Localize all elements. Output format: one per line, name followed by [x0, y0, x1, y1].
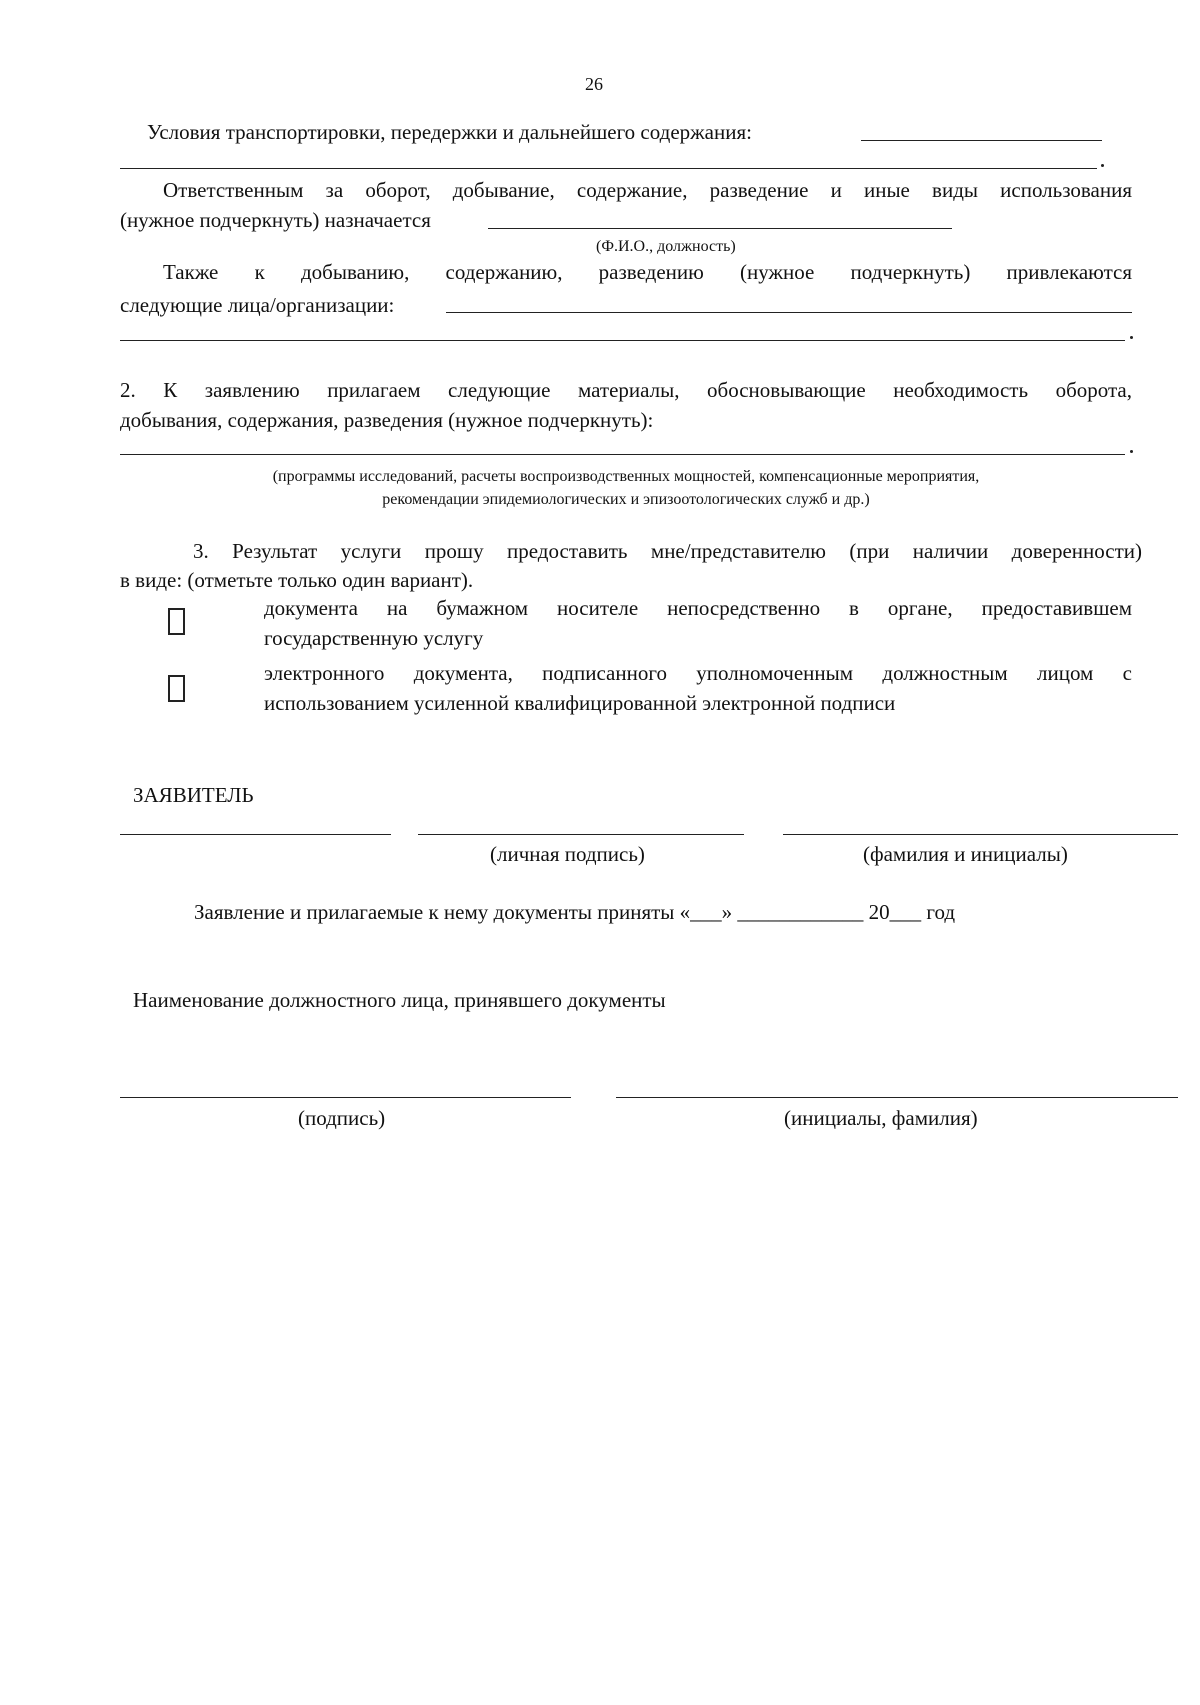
involved-line1: Также к добыванию, содержанию, разведению (нужное подчеркнуть) привлекаются	[163, 260, 1132, 284]
result-line1: 3. Результат услуги прошу предоставить мне/представителю (при наличии доверенности)	[193, 539, 1142, 563]
materials-line2: добывания, содержания, разведения (нужное подчеркнуть):	[120, 408, 654, 432]
official-name-caption: (инициалы, фамилия)	[784, 1106, 978, 1130]
involved-field-line-2[interactable]	[120, 340, 1125, 341]
official-signature-caption: (подпись)	[298, 1106, 386, 1130]
official-name-line[interactable]	[616, 1097, 1178, 1098]
responsible-line2: (нужное подчеркнуть) назначается	[120, 208, 431, 232]
transport-field-line[interactable]	[861, 140, 1102, 141]
official-signature-line[interactable]	[120, 1097, 571, 1098]
period	[1101, 164, 1104, 167]
option-paper-line1: документа на бумажном носителе непосредственно в органе, предоставившем	[264, 596, 1132, 620]
transport-field-line-2[interactable]	[120, 168, 1097, 169]
period	[1130, 336, 1133, 339]
page-number: 26	[585, 74, 603, 94]
responsible-line1: Ответственным за оборот, добывание, содержание, разведение и иные виды использования	[163, 178, 1132, 202]
materials-caption1: (программы исследований, расчеты воспроизводственных мощностей, компенсационные мероприятия,	[272, 468, 980, 485]
applicant-signature-line[interactable]	[418, 834, 744, 835]
official-label: Наименование должностного лица, принявшего документы	[133, 988, 666, 1012]
applicant-name-caption: (фамилия и инициалы)	[863, 842, 1068, 866]
responsible-caption: (Ф.И.О., должность)	[596, 238, 736, 255]
period	[1130, 450, 1133, 453]
accepted-date-text: Заявление и прилагаемые к нему документы приняты «___» ____________ 20___ год	[194, 900, 956, 924]
option-electronic-line2: использованием усиленной квалифицированной электронной подписи	[264, 691, 896, 715]
applicant-extra-line[interactable]	[120, 834, 391, 835]
materials-field-line[interactable]	[120, 454, 1125, 455]
option-paper-checkbox[interactable]	[168, 608, 185, 635]
involved-line2: следующие лица/организации:	[120, 293, 395, 317]
responsible-field-line[interactable]	[488, 228, 952, 229]
option-paper-line2: государственную услугу	[264, 626, 484, 650]
result-line2: в виде: (отметьте только один вариант).	[120, 568, 474, 592]
materials-caption2: рекомендации эпидемиологических и эпизоотологических служб и др.)	[382, 491, 870, 508]
transport-label: Условия транспортировки, передержки и дальнейшего содержания:	[147, 120, 752, 144]
applicant-signature-caption: (личная подпись)	[490, 842, 645, 866]
applicant-name-line[interactable]	[783, 834, 1178, 835]
applicant-heading: ЗАЯВИТЕЛЬ	[133, 783, 254, 807]
involved-field-line[interactable]	[446, 312, 1132, 313]
option-electronic-line1: электронного документа, подписанного уполномоченным должностным лицом с	[264, 661, 1132, 685]
option-electronic-checkbox[interactable]	[168, 675, 185, 702]
materials-line1: 2. К заявлению прилагаем следующие материалы, обосновывающие необходимость оборота,	[120, 378, 1132, 402]
